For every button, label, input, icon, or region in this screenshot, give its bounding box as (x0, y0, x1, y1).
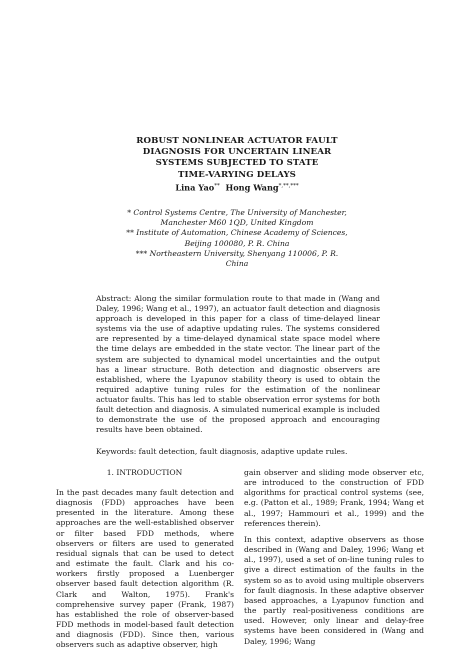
affiliations (110, 208, 364, 269)
affiliation-line: * Control Systems Centre, The University of Manchester, (127, 208, 347, 217)
abstract: Abstract: Along the similar formulation route to that made in (Wang and Daley, 1996; Wang et al., 1997), an actuator fault detection and diagnosis approach is developed in this paper for a class of time-delayed linear systems via the use of adaptive updating rules. The systems considered are represented by a time-delayed dynamical state space model where the time delays are embedded in the state vector. The linear part of the system are subjected to dynamical model uncertainties and the output has a linear structure. Both detection and diagnostic observers are established, where the Lyapunov stability theory is used to obtain the required adaptive tuning rules for the estimation of the nonlinear actuator faults. This has led to stable observation error systems for both fault detection and diagnosis. A simulated numerical example is included to demonstrate the use of the proposed approach and encouraging results have been obtained. (96, 294, 380, 435)
affiliation-mark: ** (214, 183, 220, 189)
affiliation-mark: *,**,*** (278, 183, 299, 189)
affiliation-line: Manchester M60 1QD, United Kingdom (160, 218, 314, 228)
affiliation-line: ** Institute of Automation, Chinese Academy of Sciences, (126, 228, 348, 238)
title-line: ROBUST NONLINEAR ACTUATOR FAULT (136, 136, 338, 146)
affiliation-line: Beijing 100080, P. R. China (184, 238, 290, 248)
paper-title (80, 136, 394, 181)
author-name: Hong Wang (225, 182, 279, 193)
keywords: Keywords: fault detection, fault diagnosis, adaptive update rules. (96, 447, 348, 456)
title-line: DIAGNOSIS FOR UNCERTAIN LINEAR (142, 147, 332, 158)
author-name: Lina Yao (175, 182, 215, 193)
paragraph: gain observer and sliding mode observer etc, are introduced to the construction of FDD algorithms for practical control systems (see, e.g. (Patton et al., 1989; Frank, 1994; Wang et al., 1997; Hammouri et al., 1999) and the references therein). (244, 468, 424, 528)
author-line (80, 181, 394, 193)
paragraph: In this context, adaptive observers as those described in (Wang and Daley, 1996; Wang et al., 1997), used a set of on-line tuning rules to give a direct estimation of the faults in the system so as to avoid using multiple observers for fault diagnosis. In these adaptive observer based approaches, a Lyapunov function and the partly real-positiveness conditions are used. However, only linear and delay-free systems have been considered in (Wang and Daley, 1996; Wang (244, 534, 424, 646)
section-heading: 1. INTRODUCTION (106, 468, 183, 477)
paragraph: In the past decades many fault detection and diagnosis (FDD) approaches have been presented in the literature. Among these approaches are the well-established observer or filter based FDD methods, where observers or filters are used to generated residual signals that can be used to detect and estimate the fault. Clark and his co-workers firstly proposed a Luenberger observer based fault detection algorithm (R. Clark and Walton, 1975). Frank's comprehensive survey paper (Frank, 1987) has established the role of observer-based FDD methods in model-based fault detection and diagnosis (FDD). Since then, various observers such as adaptive observer, high (56, 488, 234, 650)
affiliation-line: China (225, 259, 249, 269)
affiliation-line: *** Northeastern University, Shenyang 110006, P. R. (135, 248, 339, 258)
intro-left-column (56, 488, 234, 651)
intro-right-column (244, 468, 424, 647)
title-line: SYSTEMS SUBJECTED TO STATE (155, 158, 319, 169)
title-line: TIME-VARYING DELAYS (178, 169, 296, 180)
